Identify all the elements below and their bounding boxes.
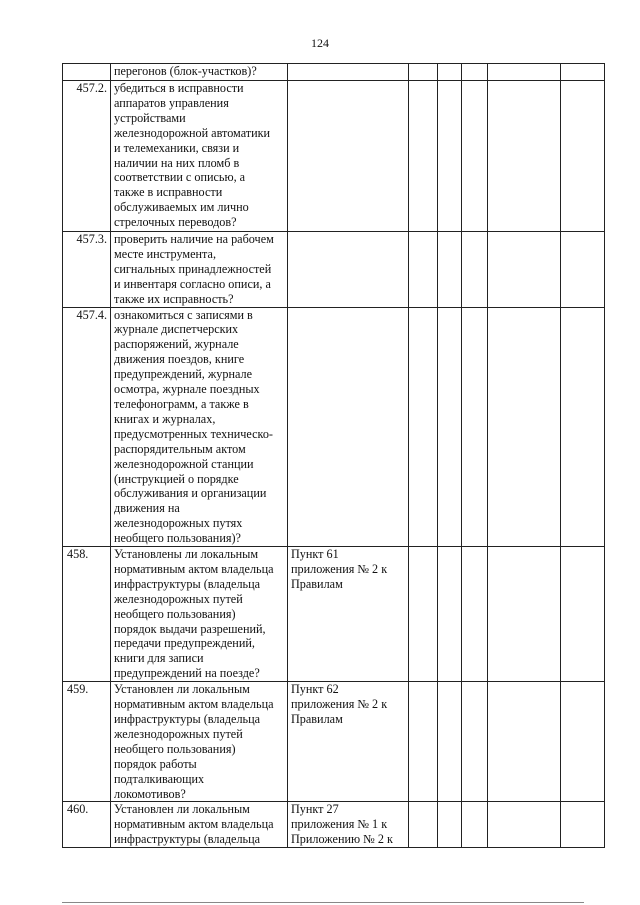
question-text: проверить наличие на рабочем месте инструмента, сигнальных принадлежностей и инвентаря согласно описи, а также их исправность?: [111, 232, 288, 308]
reference-cell: Пункт 62 приложения № 2 к Правилам: [288, 682, 409, 802]
answer-yes-cell: [409, 307, 438, 547]
answer-na-cell: [462, 81, 488, 232]
table-row: [63, 802, 605, 848]
reference-cell: Пункт 27 приложения № 1 к Приложению № 2 к: [288, 802, 409, 848]
extra-cell: [561, 232, 605, 308]
note-cell: [488, 81, 561, 232]
answer-yes-cell: [409, 547, 438, 682]
reference-cell: [288, 307, 409, 547]
reference-cell: [288, 81, 409, 232]
answer-no-cell: [438, 81, 462, 232]
answer-no-cell: [438, 307, 462, 547]
question-text: перегонов (блок-участков)?: [111, 64, 288, 81]
extra-cell: [561, 81, 605, 232]
question-text: Установлен ли локальным нормативным актом владельца инфраструктуры (владельца: [111, 802, 288, 848]
reference-cell: Пункт 61 приложения № 2 к Правилам: [288, 547, 409, 682]
answer-yes-cell: [409, 64, 438, 81]
note-cell: [488, 547, 561, 682]
item-number: 459.: [63, 682, 111, 802]
page-bottom-edge: [62, 902, 584, 903]
extra-cell: [561, 64, 605, 81]
reference-cell: [288, 232, 409, 308]
item-number: 457.4.: [63, 307, 111, 547]
answer-no-cell: [438, 232, 462, 308]
answer-no-cell: [438, 64, 462, 81]
checklist-table: [62, 63, 605, 848]
extra-cell: [561, 802, 605, 848]
note-cell: [488, 64, 561, 81]
answer-yes-cell: [409, 81, 438, 232]
note-cell: [488, 802, 561, 848]
answer-yes-cell: [409, 802, 438, 848]
table-row: [63, 547, 605, 682]
table-row: [63, 682, 605, 802]
answer-na-cell: [462, 547, 488, 682]
answer-no-cell: [438, 547, 462, 682]
question-text: Установлен ли локальным нормативным актом владельца инфраструктуры (владельца железнодорожных путей необщего пользования) порядок работы подталкивающих локомотивов?: [111, 682, 288, 802]
reference-cell: [288, 64, 409, 81]
note-cell: [488, 307, 561, 547]
answer-na-cell: [462, 802, 488, 848]
answer-no-cell: [438, 682, 462, 802]
answer-na-cell: [462, 682, 488, 802]
note-cell: [488, 682, 561, 802]
item-number: 457.2.: [63, 81, 111, 232]
item-number: [63, 64, 111, 81]
table-row: [63, 81, 605, 232]
extra-cell: [561, 682, 605, 802]
extra-cell: [561, 307, 605, 547]
question-text: ознакомиться с записями в журнале диспетчерских распоряжений, журнале движения поездов, книге предупреждений, журнале осмотра, журнале поездных телефонограмм, а также в книгах и журналах, предусмотренных техническо- распорядительным актом железнодорожной станции (инструкцией о порядке обслуживания и организации движения на железнодорожных путях необщего пользования)?: [111, 307, 288, 547]
table-row: [63, 64, 605, 81]
answer-no-cell: [438, 802, 462, 848]
question-text: Установлены ли локальным нормативным актом владельца инфраструктуры (владельца железнодорожных путей необщего пользования) порядок выдачи разрешений, передачи предупреждений, книги для записи предупреждений на поезде?: [111, 547, 288, 682]
answer-na-cell: [462, 64, 488, 81]
extra-cell: [561, 547, 605, 682]
answer-na-cell: [462, 307, 488, 547]
answer-na-cell: [462, 232, 488, 308]
question-text: убедиться в исправности аппаратов управления устройствами железнодорожной автоматики и телемеханики, связи и наличии на них пломб в соответствии с описью, а также в исправности обслуживаемых им лично стрелочных переводов?: [111, 81, 288, 232]
page-number: 124: [311, 36, 329, 50]
item-number: 460.: [63, 802, 111, 848]
table-row: [63, 307, 605, 547]
answer-yes-cell: [409, 682, 438, 802]
table-row: [63, 232, 605, 308]
item-number: 458.: [63, 547, 111, 682]
item-number: 457.3.: [63, 232, 111, 308]
note-cell: [488, 232, 561, 308]
answer-yes-cell: [409, 232, 438, 308]
